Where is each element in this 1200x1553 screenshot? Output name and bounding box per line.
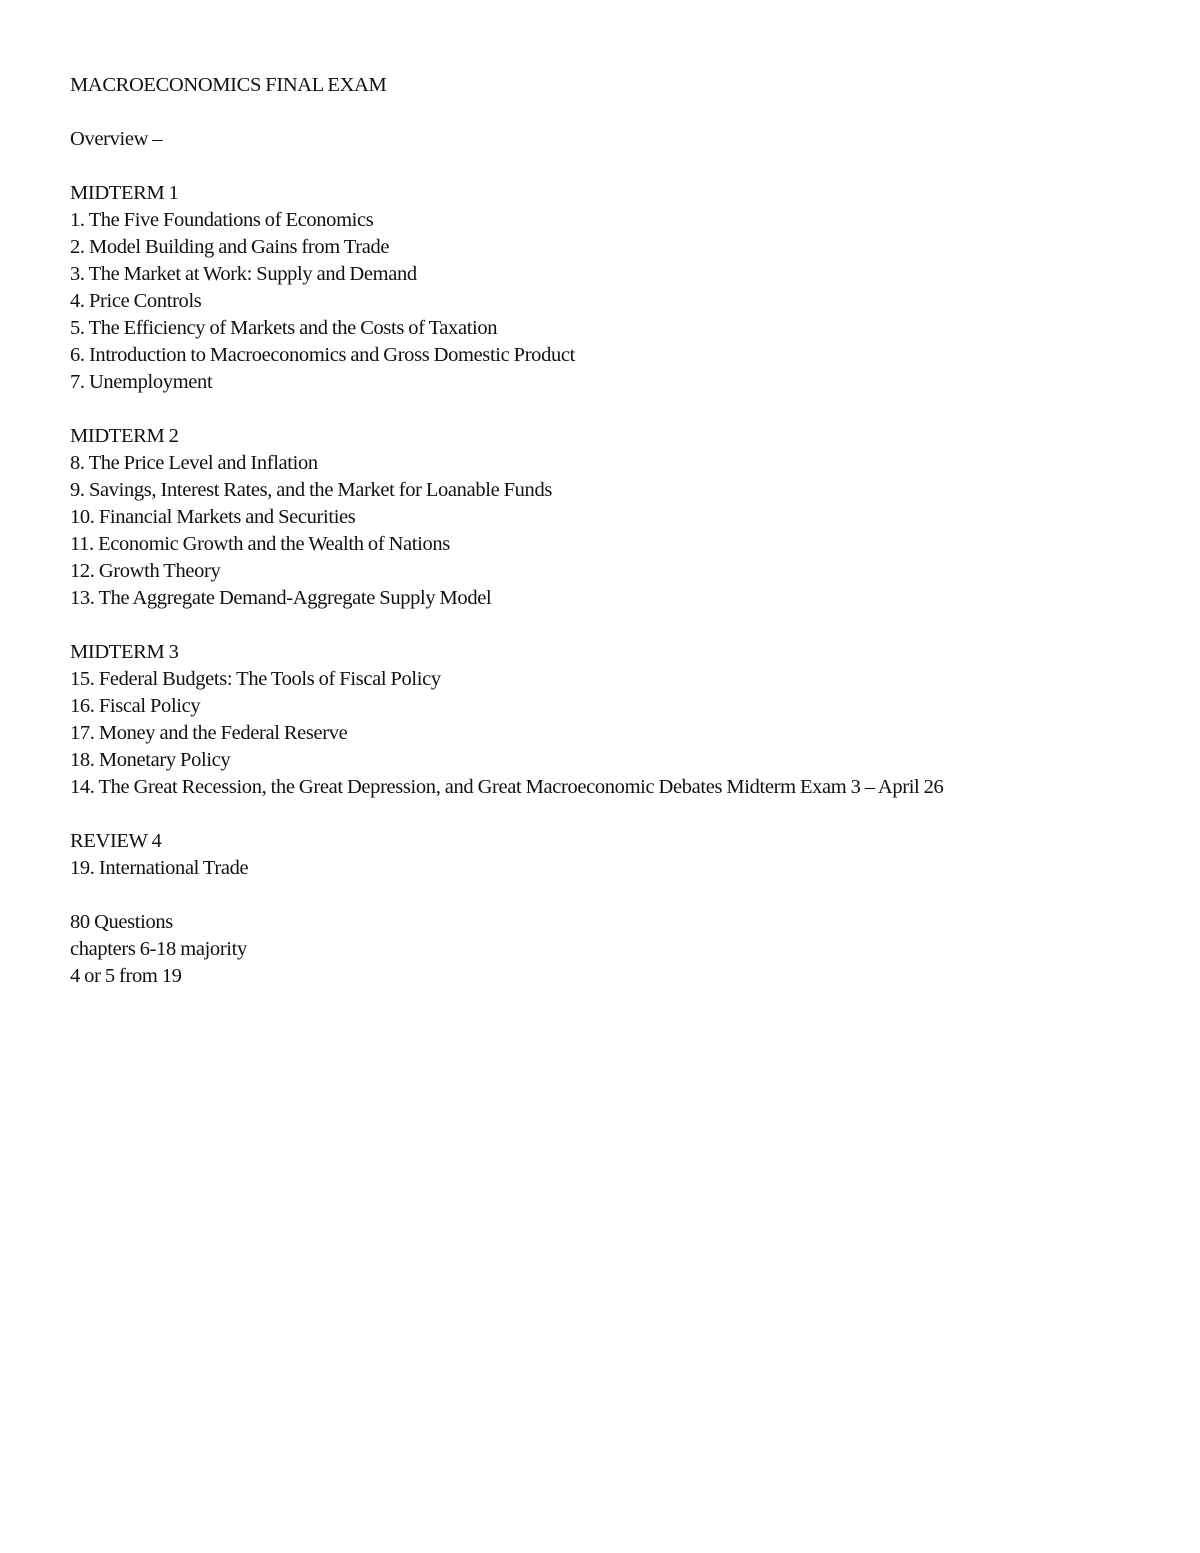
- document-title: MACROECONOMICS FINAL EXAM: [70, 74, 387, 96]
- spacer: [70, 99, 1180, 126]
- section-review-4: [70, 828, 1180, 882]
- section-midterm-2: [70, 423, 1180, 612]
- note-line: 80 Questions: [70, 911, 173, 933]
- list-item: 12. Growth Theory: [70, 560, 221, 582]
- overview-label: Overview –: [70, 128, 163, 150]
- list-item: 1. The Five Foundations of Economics: [70, 209, 374, 231]
- note-line: 4 or 5 from 19: [70, 965, 182, 987]
- list-item: 13. The Aggregate Demand-Aggregate Supply Model: [70, 587, 492, 609]
- note-line: chapters 6-18 majority: [70, 938, 247, 960]
- list-item: 11. Economic Growth and the Wealth of Nations: [70, 533, 450, 555]
- list-item: 2. Model Building and Gains from Trade: [70, 236, 390, 258]
- list-item: 3. The Market at Work: Supply and Demand: [70, 263, 417, 285]
- section-midterm-1: [70, 180, 1180, 396]
- list-item: 17. Money and the Federal Reserve: [70, 722, 348, 744]
- spacer: [70, 396, 1180, 423]
- section-heading: MIDTERM 3: [70, 641, 179, 663]
- exam-notes: [70, 909, 1180, 990]
- list-item: 16. Fiscal Policy: [70, 695, 201, 717]
- spacer: [70, 153, 1180, 180]
- spacer: [70, 801, 1180, 828]
- section-heading: REVIEW 4: [70, 830, 162, 852]
- section-heading: MIDTERM 2: [70, 425, 179, 447]
- section-heading: MIDTERM 1: [70, 182, 179, 204]
- list-item: 14. The Great Recession, the Great Depression, and Great Macroeconomic Debates Midterm Exam 3 – April 26: [70, 776, 944, 798]
- list-item: 10. Financial Markets and Securities: [70, 506, 356, 528]
- list-item: 18. Monetary Policy: [70, 749, 231, 771]
- spacer: [70, 882, 1180, 909]
- list-item: 6. Introduction to Macroeconomics and Gross Domestic Product: [70, 344, 575, 366]
- list-item: 15. Federal Budgets: The Tools of Fiscal Policy: [70, 668, 441, 690]
- list-item: 5. The Efficiency of Markets and the Costs of Taxation: [70, 317, 498, 339]
- list-item: 9. Savings, Interest Rates, and the Market for Loanable Funds: [70, 479, 552, 501]
- list-item: 4. Price Controls: [70, 290, 202, 312]
- list-item: 19. International Trade: [70, 857, 249, 879]
- section-midterm-3: [70, 639, 1180, 801]
- document-page: [70, 72, 1180, 990]
- list-item: 7. Unemployment: [70, 371, 213, 393]
- spacer: [70, 612, 1180, 639]
- list-item: 8. The Price Level and Inflation: [70, 452, 318, 474]
